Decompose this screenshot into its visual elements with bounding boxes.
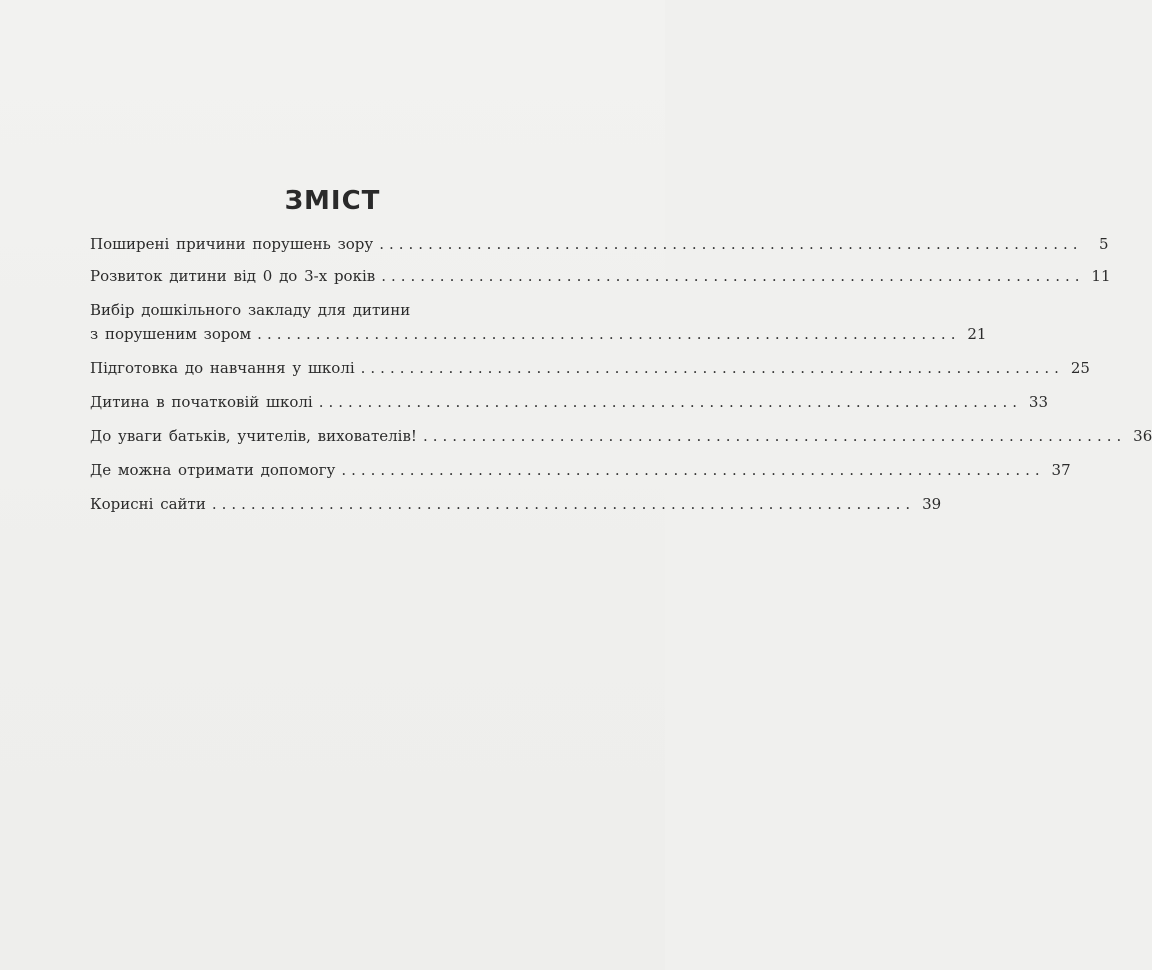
toc-entry-page: 21 <box>967 325 987 343</box>
leader-dots: ........................................................................ <box>341 461 1045 479</box>
toc-entry <box>90 232 1109 256</box>
leader-dots: ........................................................................ <box>257 325 961 343</box>
toc-entry-label: Корисні сайти <box>90 495 206 513</box>
toc-entry-page: 37 <box>1051 461 1071 479</box>
leader-dots: ........................................................................ <box>422 427 1127 445</box>
toc-entry-label: Дитина в початковій школі <box>90 393 313 411</box>
toc-entry <box>90 356 1090 380</box>
toc-entry-label: Де можна отримати допомогу <box>90 461 336 479</box>
toc-entry-page: 5 <box>1099 235 1109 253</box>
toc-entry-label: Поширені причини порушень зору <box>90 235 374 253</box>
leader-dots: ........................................................................ <box>318 393 1022 411</box>
toc-entry-label: До уваги батьків, учителів, вихователів! <box>90 427 417 445</box>
page-title: ЗМІСТ <box>284 186 381 216</box>
toc-entry-page: 25 <box>1070 359 1090 377</box>
toc-entry <box>90 264 1111 288</box>
leader-dots: ........................................................................ <box>381 267 1085 285</box>
toc-entry <box>90 298 987 346</box>
toc-entry-page: 39 <box>922 495 942 513</box>
toc-entry-label: Підготовка до навчання у школі <box>90 359 355 377</box>
toc-entry <box>90 390 1048 414</box>
toc-entry-label: з порушеним зором <box>90 325 252 343</box>
toc-entry <box>90 424 1152 448</box>
toc-entry-label-line1: Вибір дошкільного закладу для дитини <box>90 301 411 319</box>
toc-entry <box>90 492 942 516</box>
toc-entry-page: 11 <box>1091 267 1111 285</box>
toc-entry <box>90 458 1071 482</box>
toc-entry-page: 36 <box>1133 427 1152 445</box>
leader-dots: ........................................................................ <box>360 359 1064 377</box>
leader-dots: ........................................................................ <box>379 235 1083 253</box>
toc-entry-page: 33 <box>1028 393 1048 411</box>
leader-dots: ........................................................................ <box>211 495 916 513</box>
toc-entry-label: Розвиток дитини від 0 до 3-х років <box>90 267 376 285</box>
